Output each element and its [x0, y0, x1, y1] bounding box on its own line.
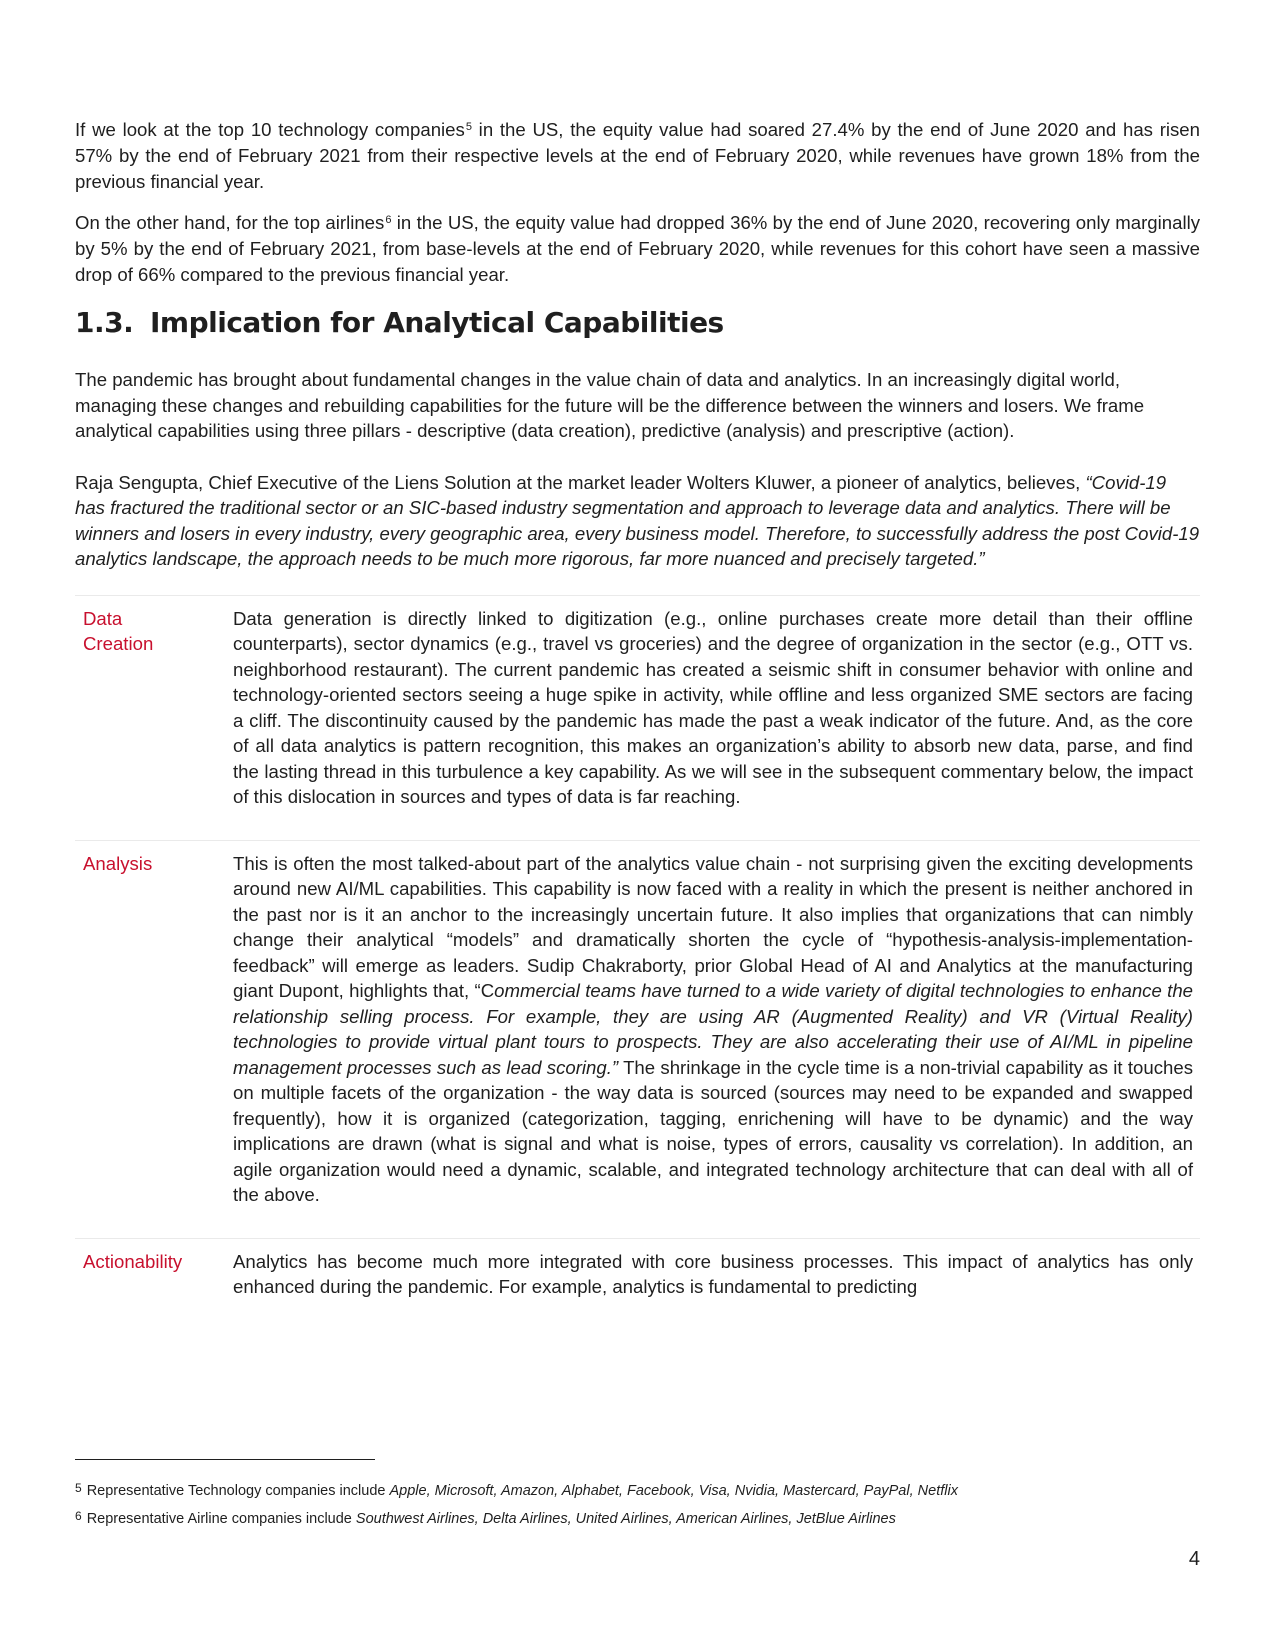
pillar-label-line1: Data — [83, 607, 123, 629]
footnote-ref-5[interactable]: 5 — [465, 121, 472, 133]
pillar-text-actionability: Analytics has become much more integrated with core business processes. This impact of analytics has only enhanced during the pandemic. For example, analytics is fundamental to predicting — [233, 1250, 1193, 1297]
section-heading — [75, 305, 1200, 341]
footnote-number: 6 — [75, 1509, 82, 1523]
pillar-row-data-creation — [75, 595, 1200, 840]
intro-paragraph-airlines — [75, 210, 1200, 288]
pillar-text-analysis — [233, 840, 1200, 1238]
analysis-text-after: The shrinkage in the cycle time is a non-trivial capability as it touches on multiple facets of the organization - the way data is sourced (sources may need to be expanded and swapped frequently), how it is organized (categorization, tagging, enrichening will have to be dynamic) and the way implications are drawn (what is signal and what is noise, types of errors, causality vs correlation). In addition, an agile organization would need a dynamic, scalable, and integrated technology architecture that can deal with all of the above. — [233, 1056, 1193, 1205]
footnote-lead: Representative Airline companies include — [86, 1511, 356, 1527]
pillar-row-actionability — [75, 1238, 1200, 1300]
page-number: 4 — [1188, 1548, 1200, 1570]
footnote-5 — [75, 1476, 1200, 1504]
intro-paragraph-tech — [75, 117, 1200, 195]
footnote-ref-6[interactable]: 6 — [385, 214, 392, 226]
pillars-table — [75, 595, 1200, 1300]
intro-p1-text: If we look at the top 10 technology companies — [75, 119, 465, 140]
intro-p2-text: On the other hand, for the top airlines — [75, 212, 385, 233]
pillar-text-data-creation: Data generation is directly linked to digitization (e.g., online purchases create more detail than their offline counterparts), sector dynamics (e.g., travel vs groceries) and the degree of organization in the sector (e.g., OTT vs. neighborhood restaurant). The current pandemic has created a seismic shift in consumer behavior with online and technology-oriented sectors seeing a huge spike in activity, while offline and less organized SME sectors are facing a cliff. The discontinuity caused by the pandemic has made the past a weak indicator of the future. And, as the core of all data analytics is pattern recognition, this makes an organization’s ability to absorb new data, parse, and find the lasting thread in this turbulence a key capability. As we will see in the subsequent commentary below, the impact of this dislocation in sources and types of data is far reaching. — [233, 607, 1193, 807]
pillar-label-data-creation — [75, 595, 233, 840]
intro-p1-text-rest: in the US, the equity value had soared 27.4% by the end of June 2020 and has risen 57% by the end of February 2021 from their respective levels at the end of February 2020, while revenues have grown 18% from the previous financial year. — [75, 119, 1200, 192]
sengupta-quote-paragraph — [75, 470, 1200, 572]
pillar-label-actionability: Actionability — [83, 1250, 183, 1272]
section-title: Implication for Analytical Capabilities — [150, 306, 724, 339]
section-intro: The pandemic has brought about fundamental changes in the value chain of data and analytics. In an increasingly digital world, managing these changes and rebuilding capabilities for the future will be the difference between the winners and losers. We frame analytical capabilities using three pillars - descriptive (data creation), predictive (analysis) and prescriptive (action). — [75, 369, 1145, 441]
pillar-label-analysis: Analysis — [83, 852, 153, 874]
quote-lead: Raja Sengupta, Chief Executive of the Liens Solution at the market leader Wolters Kluwer, a pioneer of analytics, believes, — [75, 471, 1086, 493]
analysis-text-before: This is often the most talked-about part of the analytics value chain - not surprising given the exciting developments around new AI/ML capabilities. This capability is now faced with a reality in which the present is neither anchored in the past nor is it an anchor to the increasingly uncertain future. It also implies that organizations that can nimbly change their analytical “models” and dramatically shorten the cycle of “hypothesis-analysis-implementation-feedback” will emerge as leaders. Sudip Chakraborty, prior Global Head of AI and Analytics at the manufacturing giant Dupont, highlights that, “C — [233, 852, 1193, 1001]
page-body — [75, 117, 1200, 1300]
intro-p2-text-rest: in the US, the equity value had dropped 36% by the end of June 2020, recovering only marginally by 5% by the end of February 2021, from base-levels at the end of February 2020, while revenues for this cohort have seen a massive drop of 66% compared to the previous financial year. — [75, 212, 1200, 285]
footnote-lead: Representative Technology companies include — [86, 1483, 390, 1499]
footnote-companies: Southwest Airlines, Delta Airlines, United Airlines, American Airlines, JetBlue Airlines — [355, 1511, 896, 1527]
footnote-separator — [75, 1459, 375, 1460]
footnote-6 — [75, 1504, 1200, 1532]
pillar-row-analysis — [75, 840, 1200, 1238]
footnotes — [75, 1476, 1200, 1532]
pillar-label-line2: Creation — [83, 633, 154, 654]
footnote-number: 5 — [75, 1481, 82, 1495]
section-number: 1.3. — [75, 306, 134, 339]
chakraborty-quote: ommercial teams have turned to a wide variety of digital technologies to enhance the relationship selling process. For example, they are using AR (Augmented Reality) and VR (Virtual Reality) technologies to provide virtual plant tours to prospects. They are also accelerating their use of AI/ML in pipeline management processes such as lead scoring.” — [233, 980, 1193, 1078]
sengupta-quote: “Covid-19 has fractured the traditional sector or an SIC-based industry segmentation and approach to leverage data and analytics. There will be winners and losers in every industry, every geographic area, every business model. Therefore, to successfully address the post Covid-19 analytics landscape, the approach needs to be much more rigorous, far more nuanced and precisely targeted.” — [75, 471, 1200, 569]
footnote-companies: Apple, Microsoft, Amazon, Alphabet, Facebook, Visa, Nvidia, Mastercard, PayPal, Netflix — [389, 1483, 958, 1499]
